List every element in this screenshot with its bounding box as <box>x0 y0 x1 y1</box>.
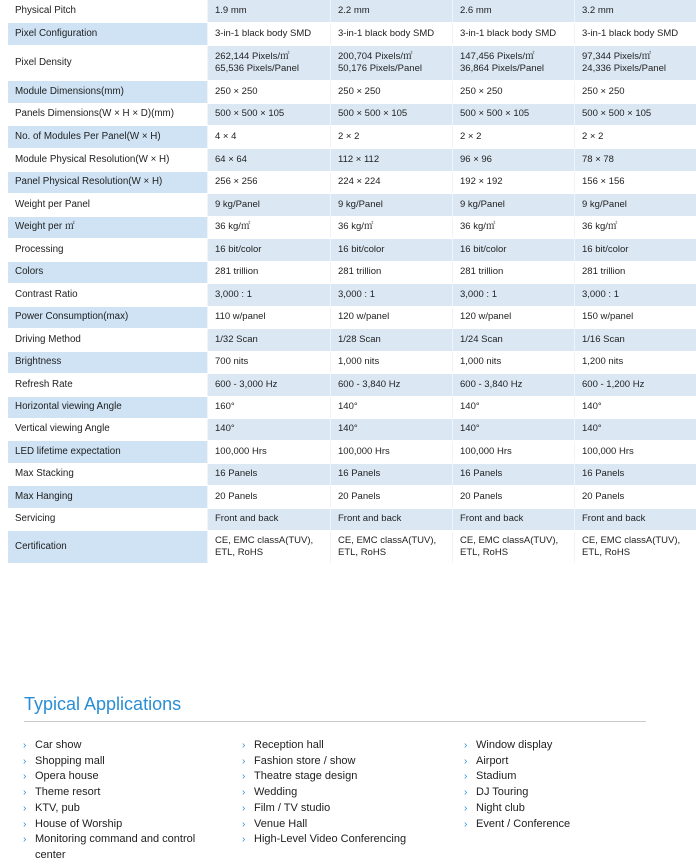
spec-value: Front and back <box>331 508 453 530</box>
spec-label: Max Stacking <box>8 463 208 485</box>
spec-value: 147,456 Pixels/㎡ 36,864 Pixels/Panel <box>453 45 575 80</box>
spec-value: 120 w/panel <box>331 306 453 328</box>
application-item <box>23 769 223 785</box>
application-item <box>23 832 223 863</box>
chevron-right-icon: › <box>464 738 467 754</box>
application-item <box>464 769 644 785</box>
spec-value: 20 Panels <box>575 485 696 508</box>
application-label: House of Worship <box>35 818 122 830</box>
spec-label: Panel Physical Resolution(W × H) <box>8 171 208 193</box>
spec-value: 3-in-1 black body SMD <box>208 22 331 45</box>
application-label: Wedding <box>254 786 297 798</box>
application-item <box>464 738 644 754</box>
spec-value: 16 bit/color <box>575 238 696 261</box>
spec-value: 281 trillion <box>208 261 331 283</box>
application-item <box>23 754 223 770</box>
spec-value: Front and back <box>208 508 331 530</box>
spec-value: 150 w/panel <box>575 306 696 328</box>
spec-label: Weight per ㎡ <box>8 216 208 238</box>
chevron-right-icon: › <box>464 801 467 817</box>
chevron-right-icon: › <box>23 754 26 770</box>
spec-value: 262,144 Pixels/㎡ 65,536 Pixels/Panel <box>208 45 331 80</box>
spec-value: 250 × 250 <box>331 80 453 103</box>
spec-value: 4 × 4 <box>208 125 331 148</box>
spec-row <box>8 193 696 216</box>
spec-label: Vertical viewing Angle <box>8 418 208 440</box>
chevron-right-icon: › <box>23 832 26 848</box>
spec-value: Front and back <box>575 508 696 530</box>
spec-value: 9 kg/Panel <box>208 193 331 216</box>
spec-row <box>8 396 696 418</box>
spec-value: CE, EMC classA(TUV), ETL, RoHS <box>453 530 575 563</box>
spec-row <box>8 103 696 125</box>
spec-value: 140° <box>331 396 453 418</box>
application-label: Window display <box>476 739 552 751</box>
applications-column-1 <box>23 738 223 864</box>
application-label: Opera house <box>35 770 99 782</box>
spec-value: 3,000 : 1 <box>453 283 575 306</box>
spec-row <box>8 216 696 238</box>
application-item <box>242 754 452 770</box>
application-label: Shopping mall <box>35 755 105 767</box>
spec-row <box>8 261 696 283</box>
spec-value: CE, EMC classA(TUV), ETL, RoHS <box>575 530 696 563</box>
chevron-right-icon: › <box>242 738 245 754</box>
application-label: Stadium <box>476 770 516 782</box>
spec-row <box>8 530 696 563</box>
spec-value: 200,704 Pixels/㎡ 50,176 Pixels/Panel <box>331 45 453 80</box>
application-item <box>242 832 452 848</box>
application-item <box>23 785 223 801</box>
spec-value: 16 bit/color <box>331 238 453 261</box>
spec-row <box>8 80 696 103</box>
application-label: Venue Hall <box>254 818 307 830</box>
spec-value: 16 Panels <box>208 463 331 485</box>
spec-row <box>8 463 696 485</box>
spec-label: Power Consumption(max) <box>8 306 208 328</box>
spec-value: 36 kg/㎡ <box>575 216 696 238</box>
spec-value: 96 × 96 <box>453 148 575 171</box>
spec-value: 600 - 1,200 Hz <box>575 373 696 396</box>
spec-row <box>8 485 696 508</box>
spec-value: 500 × 500 × 105 <box>575 103 696 125</box>
spec-value: 3,000 : 1 <box>208 283 331 306</box>
spec-row <box>8 45 696 80</box>
spec-value: 192 × 192 <box>453 171 575 193</box>
spec-row <box>8 22 696 45</box>
chevron-right-icon: › <box>464 754 467 770</box>
application-label: Fashion store / show <box>254 755 356 767</box>
spec-row <box>8 508 696 530</box>
spec-value: 9 kg/Panel <box>453 193 575 216</box>
chevron-right-icon: › <box>23 785 26 801</box>
spec-label: Weight per Panel <box>8 193 208 216</box>
application-label: DJ Touring <box>476 786 528 798</box>
application-item <box>242 785 452 801</box>
spec-value: 97,344 Pixels/㎡ 24,336 Pixels/Panel <box>575 45 696 80</box>
spec-row <box>8 328 696 351</box>
spec-row <box>8 283 696 306</box>
spec-value: 110 w/panel <box>208 306 331 328</box>
spec-value: 16 Panels <box>453 463 575 485</box>
spec-row <box>8 373 696 396</box>
spec-value: 100,000 Hrs <box>575 440 696 463</box>
application-item <box>242 769 452 785</box>
spec-label: Module Dimensions(mm) <box>8 80 208 103</box>
spec-value: 2 × 2 <box>331 125 453 148</box>
applications-column-3 <box>464 738 644 832</box>
application-item <box>23 801 223 817</box>
spec-value: 16 Panels <box>575 463 696 485</box>
spec-value: 16 Panels <box>331 463 453 485</box>
spec-value: 140° <box>331 418 453 440</box>
spec-value: 20 Panels <box>453 485 575 508</box>
spec-row <box>8 0 696 22</box>
spec-value: 112 × 112 <box>331 148 453 171</box>
spec-label: Physical Pitch <box>8 0 208 22</box>
spec-value: 36 kg/㎡ <box>453 216 575 238</box>
spec-value: 140° <box>575 418 696 440</box>
spec-label: Brightness <box>8 351 208 373</box>
chevron-right-icon: › <box>23 769 26 785</box>
application-item <box>464 817 644 833</box>
spec-value: 500 × 500 × 105 <box>453 103 575 125</box>
spec-value: 3-in-1 black body SMD <box>453 22 575 45</box>
application-label: Night club <box>476 802 525 814</box>
spec-value: 281 trillion <box>575 261 696 283</box>
spec-value: 160° <box>208 396 331 418</box>
application-item <box>464 801 644 817</box>
chevron-right-icon: › <box>242 785 245 801</box>
spec-table <box>8 0 696 564</box>
chevron-right-icon: › <box>23 801 26 817</box>
spec-row <box>8 351 696 373</box>
spec-label: Driving Method <box>8 328 208 351</box>
spec-value: 36 kg/㎡ <box>331 216 453 238</box>
spec-row <box>8 171 696 193</box>
spec-row <box>8 418 696 440</box>
spec-value: 1/28 Scan <box>331 328 453 351</box>
spec-value: 156 × 156 <box>575 171 696 193</box>
application-label: Event / Conference <box>476 818 570 830</box>
spec-value: 9 kg/Panel <box>331 193 453 216</box>
spec-value: 78 × 78 <box>575 148 696 171</box>
spec-label: LED lifetime expectation <box>8 440 208 463</box>
spec-value: 600 - 3,000 Hz <box>208 373 331 396</box>
spec-value: 3,000 : 1 <box>575 283 696 306</box>
spec-row <box>8 306 696 328</box>
spec-value: 100,000 Hrs <box>453 440 575 463</box>
spec-value: 100,000 Hrs <box>331 440 453 463</box>
applications-title: Typical Applications <box>24 694 181 715</box>
applications-column-2 <box>242 738 452 848</box>
spec-value: 120 w/panel <box>453 306 575 328</box>
chevron-right-icon: › <box>23 817 26 833</box>
application-label: Reception hall <box>254 739 324 751</box>
spec-value: 1.9 mm <box>208 0 331 22</box>
spec-value: 3,000 : 1 <box>331 283 453 306</box>
spec-value: 250 × 250 <box>453 80 575 103</box>
spec-value: 2 × 2 <box>453 125 575 148</box>
spec-value: 3-in-1 black body SMD <box>575 22 696 45</box>
spec-value: 224 × 224 <box>331 171 453 193</box>
spec-value: 281 trillion <box>453 261 575 283</box>
application-item <box>242 817 452 833</box>
application-label: Car show <box>35 739 81 751</box>
spec-value: CE, EMC classA(TUV), ETL, RoHS <box>331 530 453 563</box>
chevron-right-icon: › <box>242 832 245 848</box>
spec-value: 256 × 256 <box>208 171 331 193</box>
spec-value: 20 Panels <box>331 485 453 508</box>
spec-value: 36 kg/㎡ <box>208 216 331 238</box>
application-label: Theatre stage design <box>254 770 357 782</box>
spec-value: 700 nits <box>208 351 331 373</box>
application-label: High-Level Video Conferencing <box>254 833 406 845</box>
spec-value: 600 - 3,840 Hz <box>453 373 575 396</box>
chevron-right-icon: › <box>242 769 245 785</box>
spec-label: Refresh Rate <box>8 373 208 396</box>
spec-value: 1/32 Scan <box>208 328 331 351</box>
spec-label: Pixel Density <box>8 45 208 80</box>
spec-label: Panels Dimensions(W × H × D)(mm) <box>8 103 208 125</box>
spec-label: Module Physical Resolution(W × H) <box>8 148 208 171</box>
chevron-right-icon: › <box>242 817 245 833</box>
application-label: KTV, pub <box>35 802 80 814</box>
spec-value: 3-in-1 black body SMD <box>331 22 453 45</box>
spec-value: 64 × 64 <box>208 148 331 171</box>
application-label: Airport <box>476 755 508 767</box>
chevron-right-icon: › <box>464 785 467 801</box>
chevron-right-icon: › <box>464 817 467 833</box>
spec-value: 20 Panels <box>208 485 331 508</box>
spec-label: Contrast Ratio <box>8 283 208 306</box>
spec-value: 140° <box>575 396 696 418</box>
spec-value: 250 × 250 <box>575 80 696 103</box>
spec-value: 9 kg/Panel <box>575 193 696 216</box>
spec-value: 1,200 nits <box>575 351 696 373</box>
spec-value: 1/16 Scan <box>575 328 696 351</box>
application-item <box>464 754 644 770</box>
application-item <box>464 785 644 801</box>
spec-value: CE, EMC classA(TUV), ETL, RoHS <box>208 530 331 563</box>
application-item <box>23 817 223 833</box>
spec-label: Horizontal viewing Angle <box>8 396 208 418</box>
spec-label: Processing <box>8 238 208 261</box>
spec-value: 1,000 nits <box>453 351 575 373</box>
application-label: Film / TV studio <box>254 802 330 814</box>
spec-label: Max Hanging <box>8 485 208 508</box>
spec-label: Servicing <box>8 508 208 530</box>
spec-value: 500 × 500 × 105 <box>331 103 453 125</box>
spec-value: 250 × 250 <box>208 80 331 103</box>
spec-row <box>8 125 696 148</box>
chevron-right-icon: › <box>464 769 467 785</box>
spec-value: 140° <box>453 418 575 440</box>
chevron-right-icon: › <box>23 738 26 754</box>
spec-value: 2 × 2 <box>575 125 696 148</box>
application-label: Theme resort <box>35 786 100 798</box>
application-item <box>242 801 452 817</box>
spec-value: 2.2 mm <box>331 0 453 22</box>
spec-value: 140° <box>208 418 331 440</box>
spec-label: Pixel Configuration <box>8 22 208 45</box>
spec-value: 2.6 mm <box>453 0 575 22</box>
spec-value: 100,000 Hrs <box>208 440 331 463</box>
spec-value: 16 bit/color <box>453 238 575 261</box>
chevron-right-icon: › <box>242 801 245 817</box>
spec-label: Certification <box>8 530 208 563</box>
chevron-right-icon: › <box>242 754 245 770</box>
spec-value: Front and back <box>453 508 575 530</box>
application-item <box>23 738 223 754</box>
spec-row <box>8 148 696 171</box>
spec-value: 500 × 500 × 105 <box>208 103 331 125</box>
application-label: Monitoring command and control center <box>35 833 195 861</box>
spec-label: No. of Modules Per Panel(W × H) <box>8 125 208 148</box>
spec-label: Colors <box>8 261 208 283</box>
spec-value: 16 bit/color <box>208 238 331 261</box>
spec-value: 281 trillion <box>331 261 453 283</box>
spec-value: 1,000 nits <box>331 351 453 373</box>
application-item <box>242 738 452 754</box>
spec-value: 600 - 3,840 Hz <box>331 373 453 396</box>
section-divider <box>24 721 646 722</box>
spec-value: 1/24 Scan <box>453 328 575 351</box>
spec-row <box>8 238 696 261</box>
spec-value: 140° <box>453 396 575 418</box>
spec-value: 3.2 mm <box>575 0 696 22</box>
spec-row <box>8 440 696 463</box>
